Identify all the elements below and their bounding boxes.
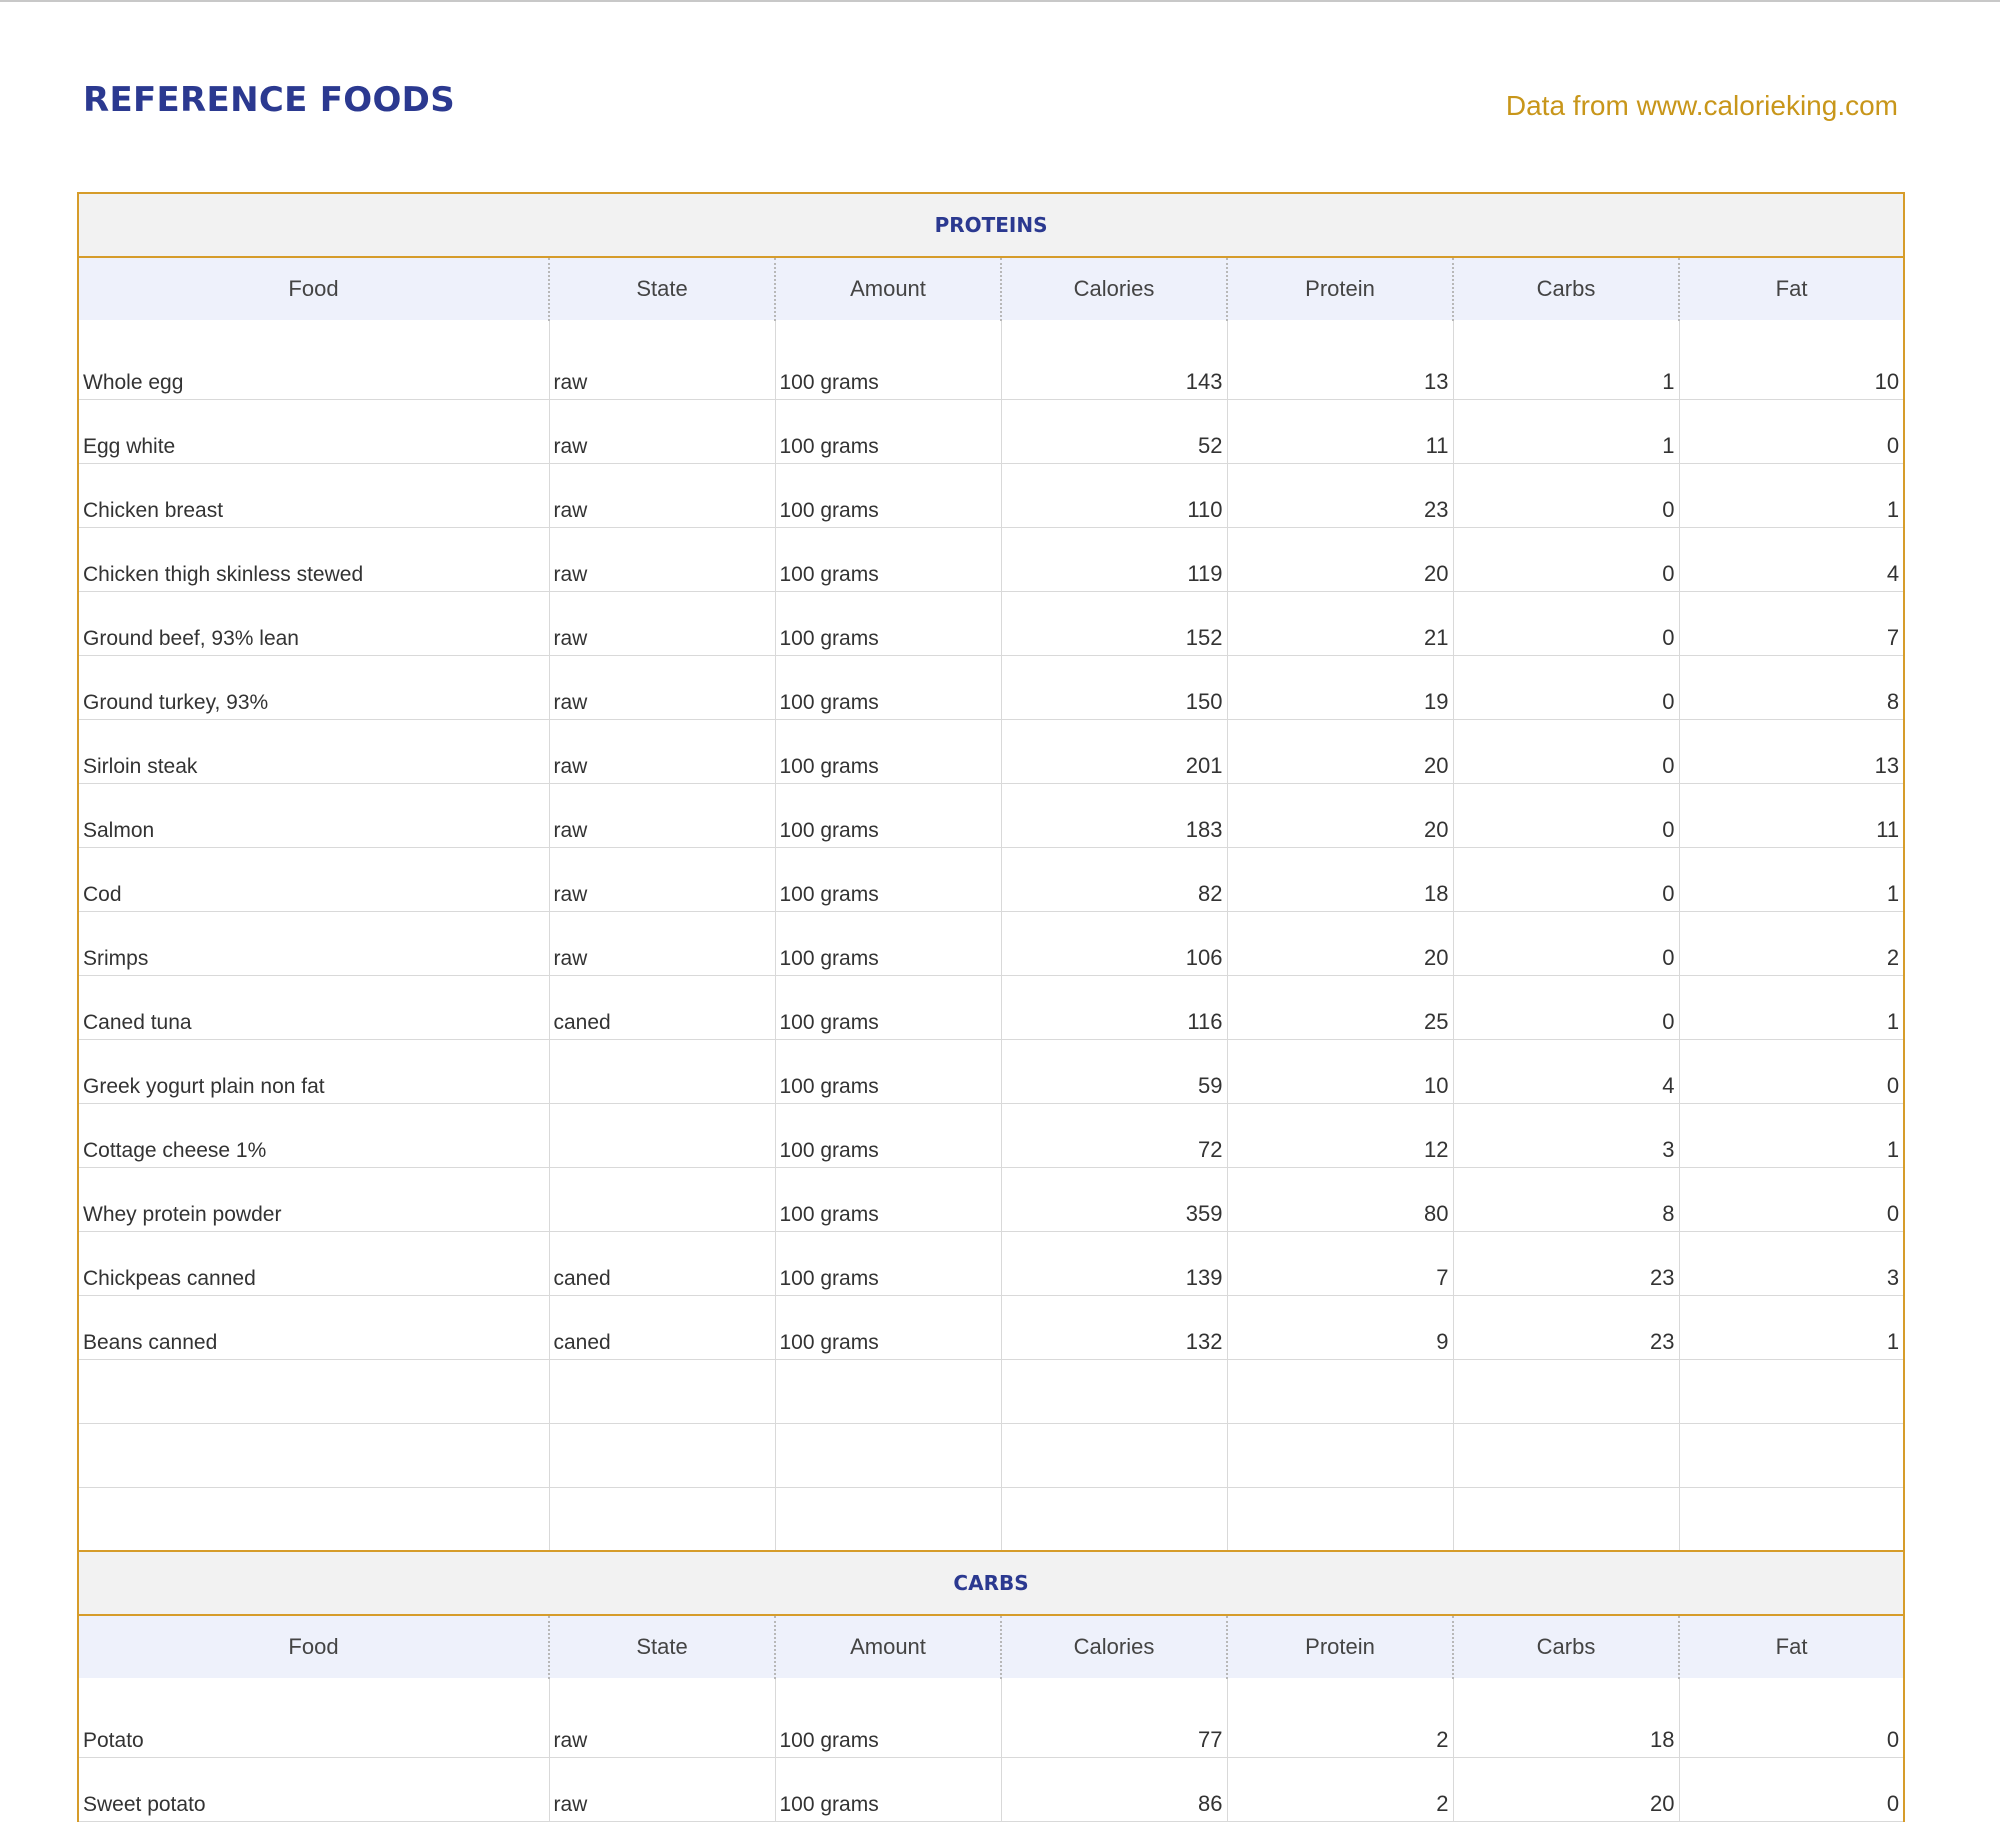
empty-cell[interactable] — [79, 1487, 549, 1551]
cell-food[interactable]: Ground turkey, 93% — [79, 655, 549, 719]
cell-calories[interactable]: 143 — [1001, 335, 1227, 399]
cell-food[interactable]: Chickpeas canned — [79, 1231, 549, 1295]
cell-food[interactable]: Potato — [79, 1693, 549, 1757]
spacer-cell — [549, 321, 775, 336]
cell-food[interactable]: Sirloin steak — [79, 719, 549, 783]
cell-state[interactable]: raw — [549, 527, 775, 591]
table-row — [79, 1039, 1903, 1103]
cell-calories[interactable]: 52 — [1001, 399, 1227, 463]
cell-food[interactable]: Whey protein powder — [79, 1167, 549, 1231]
cell-amount[interactable]: 100 grams — [775, 1757, 1001, 1821]
empty-cell[interactable] — [1453, 1359, 1679, 1423]
cell-food[interactable]: Caned tuna — [79, 975, 549, 1039]
empty-cell[interactable] — [1001, 1487, 1227, 1551]
spacer-cell — [79, 321, 549, 336]
carbs-column-headers — [79, 1615, 1903, 1679]
reference-foods-sheet — [77, 192, 1905, 1822]
cell-protein[interactable]: 20 — [1227, 783, 1453, 847]
cell-calories[interactable]: 119 — [1001, 527, 1227, 591]
cell-fat[interactable]: 8 — [1679, 655, 1903, 719]
table-row — [79, 1295, 1903, 1359]
cell-carbs[interactable]: 0 — [1453, 975, 1679, 1039]
table-row — [79, 1693, 1903, 1757]
cell-calories[interactable]: 82 — [1001, 847, 1227, 911]
cell-calories[interactable]: 110 — [1001, 463, 1227, 527]
cell-fat[interactable]: 7 — [1679, 591, 1903, 655]
column-header-fat: Fat — [1679, 257, 1903, 321]
cell-carbs[interactable]: 0 — [1453, 655, 1679, 719]
cell-carbs[interactable]: 1 — [1453, 335, 1679, 399]
column-header-fat: Fat — [1679, 1615, 1903, 1679]
cell-amount[interactable]: 100 grams — [775, 1039, 1001, 1103]
data-source-note: Data from www.calorieking.com — [1505, 90, 1898, 121]
cell-state[interactable] — [549, 1103, 775, 1167]
cell-calories[interactable]: 59 — [1001, 1039, 1227, 1103]
column-header-carbs: Carbs — [1453, 1615, 1679, 1679]
table-row — [79, 975, 1903, 1039]
cell-food[interactable]: Chicken breast — [79, 463, 549, 527]
empty-cell[interactable] — [1453, 1487, 1679, 1551]
cell-amount[interactable]: 100 grams — [775, 655, 1001, 719]
cell-amount[interactable]: 100 grams — [775, 783, 1001, 847]
cell-carbs[interactable]: 20 — [1453, 1757, 1679, 1821]
cell-food[interactable]: Greek yogurt plain non fat — [79, 1039, 549, 1103]
column-header-food: Food — [79, 1615, 549, 1679]
spacer-cell — [1679, 1679, 1903, 1694]
cell-carbs[interactable]: 0 — [1453, 783, 1679, 847]
column-header-state: State — [549, 257, 775, 321]
empty-cell[interactable] — [1679, 1487, 1903, 1551]
cell-fat[interactable]: 1 — [1679, 1103, 1903, 1167]
cell-state[interactable]: raw — [549, 783, 775, 847]
cell-food[interactable]: Salmon — [79, 783, 549, 847]
table-row — [79, 1757, 1903, 1821]
cell-food[interactable]: Ground beef, 93% lean — [79, 591, 549, 655]
cell-state[interactable]: raw — [549, 655, 775, 719]
spacer-cell — [1227, 1679, 1453, 1694]
table-row — [79, 1231, 1903, 1295]
table-row — [79, 591, 1903, 655]
table-row — [79, 719, 1903, 783]
cell-fat[interactable]: 0 — [1679, 399, 1903, 463]
empty-cell[interactable] — [1679, 1423, 1903, 1487]
cell-protein[interactable]: 23 — [1227, 463, 1453, 527]
reference-foods-table — [79, 194, 1903, 1822]
spacer-cell — [1001, 321, 1227, 336]
cell-protein[interactable]: 2 — [1227, 1757, 1453, 1821]
cell-protein[interactable]: 19 — [1227, 655, 1453, 719]
spacer-cell — [1453, 1679, 1679, 1694]
spacer-cell — [1227, 321, 1453, 336]
cell-protein[interactable]: 7 — [1227, 1231, 1453, 1295]
spacer-cell — [1679, 321, 1903, 336]
cell-amount[interactable]: 100 grams — [775, 399, 1001, 463]
empty-cell[interactable] — [1453, 1423, 1679, 1487]
empty-cell[interactable] — [79, 1423, 549, 1487]
empty-cell[interactable] — [1001, 1423, 1227, 1487]
cell-fat[interactable]: 1 — [1679, 975, 1903, 1039]
cell-carbs[interactable]: 23 — [1453, 1295, 1679, 1359]
spacer-cell — [775, 1679, 1001, 1694]
cell-protein[interactable]: 20 — [1227, 911, 1453, 975]
top-divider — [0, 0, 2000, 2]
cell-amount[interactable]: 100 grams — [775, 847, 1001, 911]
cell-protein[interactable]: 20 — [1227, 527, 1453, 591]
cell-protein[interactable]: 20 — [1227, 719, 1453, 783]
cell-amount[interactable]: 100 grams — [775, 911, 1001, 975]
cell-calories[interactable]: 106 — [1001, 911, 1227, 975]
proteins-section-header — [79, 194, 1903, 257]
cell-calories[interactable]: 150 — [1001, 655, 1227, 719]
page-title: REFERENCE FOODS — [83, 80, 455, 120]
cell-amount[interactable]: 100 grams — [775, 975, 1001, 1039]
cell-food[interactable]: Cottage cheese 1% — [79, 1103, 549, 1167]
cell-amount[interactable]: 100 grams — [775, 1693, 1001, 1757]
cell-amount[interactable]: 100 grams — [775, 591, 1001, 655]
table-row — [79, 1103, 1903, 1167]
column-header-protein: Protein — [1227, 1615, 1453, 1679]
spacer-row — [79, 321, 1903, 336]
cell-calories[interactable]: 183 — [1001, 783, 1227, 847]
cell-state[interactable]: raw — [549, 463, 775, 527]
carbs-section-title: CARBS — [79, 1551, 1903, 1615]
cell-fat[interactable]: 2 — [1679, 911, 1903, 975]
cell-state[interactable]: raw — [549, 1693, 775, 1757]
spacer-cell — [79, 1679, 549, 1694]
cell-protein[interactable]: 21 — [1227, 591, 1453, 655]
cell-amount[interactable]: 100 grams — [775, 335, 1001, 399]
column-header-calories: Calories — [1001, 257, 1227, 321]
cell-fat[interactable]: 0 — [1679, 1167, 1903, 1231]
cell-food[interactable]: Egg white — [79, 399, 549, 463]
cell-food[interactable]: Srimps — [79, 911, 549, 975]
cell-protein[interactable]: 11 — [1227, 399, 1453, 463]
cell-fat[interactable]: 1 — [1679, 463, 1903, 527]
empty-cell[interactable] — [79, 1359, 549, 1423]
spacer-cell — [549, 1679, 775, 1694]
column-header-food: Food — [79, 257, 549, 321]
cell-calories[interactable]: 86 — [1001, 1757, 1227, 1821]
column-header-state: State — [549, 1615, 775, 1679]
empty-row — [79, 1487, 1903, 1551]
cell-calories[interactable]: 201 — [1001, 719, 1227, 783]
empty-cell[interactable] — [775, 1359, 1001, 1423]
table-row — [79, 911, 1903, 975]
empty-row — [79, 1423, 1903, 1487]
cell-amount[interactable]: 100 grams — [775, 527, 1001, 591]
cell-carbs[interactable]: 1 — [1453, 399, 1679, 463]
cell-carbs[interactable]: 0 — [1453, 911, 1679, 975]
cell-carbs[interactable]: 4 — [1453, 1039, 1679, 1103]
table-row — [79, 399, 1903, 463]
cell-fat[interactable]: 0 — [1679, 1757, 1903, 1821]
cell-protein[interactable]: 9 — [1227, 1295, 1453, 1359]
proteins-column-headers — [79, 257, 1903, 321]
cell-state[interactable]: caned — [549, 975, 775, 1039]
empty-cell[interactable] — [549, 1487, 775, 1551]
spacer-cell — [775, 321, 1001, 336]
cell-carbs[interactable]: 8 — [1453, 1167, 1679, 1231]
empty-cell[interactable] — [549, 1423, 775, 1487]
cell-amount[interactable]: 100 grams — [775, 1295, 1001, 1359]
cell-state[interactable] — [549, 1039, 775, 1103]
spacer-row — [79, 1679, 1903, 1694]
cell-protein[interactable]: 25 — [1227, 975, 1453, 1039]
cell-carbs[interactable]: 0 — [1453, 463, 1679, 527]
table-row — [79, 783, 1903, 847]
cell-protein[interactable]: 2 — [1227, 1693, 1453, 1757]
cell-calories[interactable]: 152 — [1001, 591, 1227, 655]
cell-state[interactable]: raw — [549, 719, 775, 783]
table-row — [79, 527, 1903, 591]
column-header-calories: Calories — [1001, 1615, 1227, 1679]
cell-calories[interactable]: 139 — [1001, 1231, 1227, 1295]
cell-amount[interactable]: 100 grams — [775, 463, 1001, 527]
empty-cell[interactable] — [1227, 1359, 1453, 1423]
cell-protein[interactable]: 80 — [1227, 1167, 1453, 1231]
empty-cell[interactable] — [1227, 1423, 1453, 1487]
empty-cell[interactable] — [1001, 1359, 1227, 1423]
cell-fat[interactable]: 10 — [1679, 335, 1903, 399]
cell-fat[interactable]: 1 — [1679, 1295, 1903, 1359]
cell-carbs[interactable]: 0 — [1453, 719, 1679, 783]
cell-state[interactable]: caned — [549, 1295, 775, 1359]
table-row — [79, 655, 1903, 719]
cell-state[interactable]: raw — [549, 911, 775, 975]
cell-carbs[interactable]: 0 — [1453, 527, 1679, 591]
cell-carbs[interactable]: 18 — [1453, 1693, 1679, 1757]
cell-state[interactable]: raw — [549, 1757, 775, 1821]
cell-fat[interactable]: 13 — [1679, 719, 1903, 783]
cell-fat[interactable]: 11 — [1679, 783, 1903, 847]
column-header-amount: Amount — [775, 257, 1001, 321]
cell-carbs[interactable]: 0 — [1453, 591, 1679, 655]
cell-amount[interactable]: 100 grams — [775, 1231, 1001, 1295]
empty-cell[interactable] — [775, 1487, 1001, 1551]
column-header-protein: Protein — [1227, 257, 1453, 321]
cell-calories[interactable]: 72 — [1001, 1103, 1227, 1167]
spacer-cell — [1453, 321, 1679, 336]
column-header-amount: Amount — [775, 1615, 1001, 1679]
empty-cell[interactable] — [775, 1423, 1001, 1487]
empty-row — [79, 1359, 1903, 1423]
cell-food[interactable]: Cod — [79, 847, 549, 911]
table-row — [79, 1167, 1903, 1231]
spacer-cell — [1001, 1679, 1227, 1694]
cell-food[interactable]: Whole egg — [79, 335, 549, 399]
table-row — [79, 335, 1903, 399]
cell-fat[interactable]: 0 — [1679, 1039, 1903, 1103]
cell-carbs[interactable]: 0 — [1453, 847, 1679, 911]
table-row — [79, 463, 1903, 527]
cell-calories[interactable]: 359 — [1001, 1167, 1227, 1231]
cell-amount[interactable]: 100 grams — [775, 1103, 1001, 1167]
cell-amount[interactable]: 100 grams — [775, 1167, 1001, 1231]
cell-state[interactable]: raw — [549, 335, 775, 399]
carbs-section-header — [79, 1551, 1903, 1615]
empty-cell[interactable] — [1227, 1487, 1453, 1551]
empty-cell[interactable] — [1679, 1359, 1903, 1423]
cell-protein[interactable]: 13 — [1227, 335, 1453, 399]
cell-food[interactable]: Chicken thigh skinless stewed — [79, 527, 549, 591]
cell-calories[interactable]: 132 — [1001, 1295, 1227, 1359]
table-row — [79, 847, 1903, 911]
cell-amount[interactable]: 100 grams — [775, 719, 1001, 783]
proteins-section-title: PROTEINS — [79, 194, 1903, 257]
cell-protein[interactable]: 18 — [1227, 847, 1453, 911]
cell-state[interactable]: caned — [549, 1231, 775, 1295]
cell-calories[interactable]: 116 — [1001, 975, 1227, 1039]
cell-fat[interactable]: 3 — [1679, 1231, 1903, 1295]
cell-state[interactable]: raw — [549, 399, 775, 463]
cell-fat[interactable]: 4 — [1679, 527, 1903, 591]
cell-fat[interactable]: 0 — [1679, 1693, 1903, 1757]
cell-protein[interactable]: 10 — [1227, 1039, 1453, 1103]
cell-state[interactable] — [549, 1167, 775, 1231]
cell-carbs[interactable]: 23 — [1453, 1231, 1679, 1295]
cell-protein[interactable]: 12 — [1227, 1103, 1453, 1167]
cell-carbs[interactable]: 3 — [1453, 1103, 1679, 1167]
cell-state[interactable]: raw — [549, 847, 775, 911]
cell-fat[interactable]: 1 — [1679, 847, 1903, 911]
column-header-carbs: Carbs — [1453, 257, 1679, 321]
cell-state[interactable]: raw — [549, 591, 775, 655]
cell-calories[interactable]: 77 — [1001, 1693, 1227, 1757]
empty-cell[interactable] — [549, 1359, 775, 1423]
cell-food[interactable]: Beans canned — [79, 1295, 549, 1359]
cell-food[interactable]: Sweet potato — [79, 1757, 549, 1821]
